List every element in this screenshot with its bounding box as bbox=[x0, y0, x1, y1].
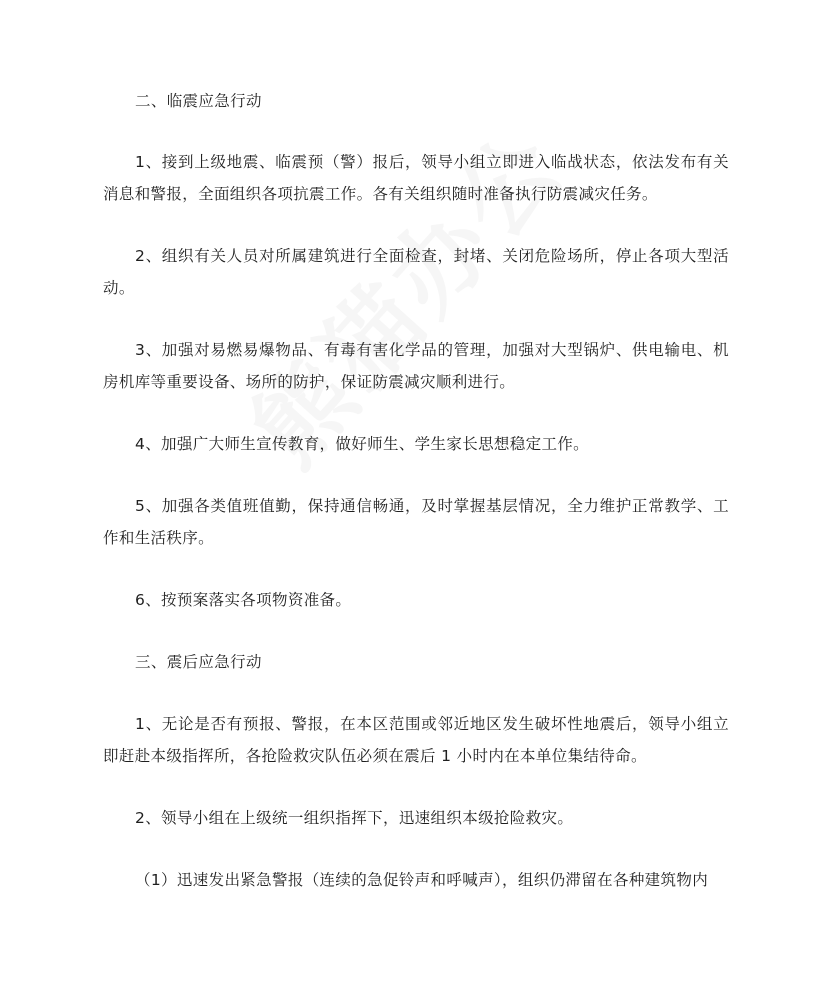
paragraph-3-1: 1、无论是否有预报、警报，在本区范围或邻近地区发生破坏性地震后，领导小组立即赶赴本级指挥所，各抢险救灾队伍必须在震后 1 小时内在本单位集结待命。 bbox=[103, 715, 729, 765]
paragraph-2-2: 2、组织有关人员对所属建筑进行全面检查，封堵、关闭危险场所，停止各项大型活动。 bbox=[103, 247, 729, 297]
paragraph-3-3: （1）迅速发出紧急警报（连续的急促铃声和呼喊声），组织仍滞留在各种建筑物内 bbox=[135, 871, 709, 889]
paragraph-2-6: 6、按预案落实各项物资准备。 bbox=[135, 591, 352, 609]
section-heading-2: 二、临震应急行动 bbox=[135, 92, 262, 110]
paragraph-2-4: 4、加强广大师生宣传教育，做好师生、学生家长思想稳定工作。 bbox=[135, 435, 590, 453]
paragraph-3-2: 2、领导小组在上级统一组织指挥下，迅速组织本级抢险救灾。 bbox=[135, 809, 574, 827]
paragraph-2-1: 1、接到上级地震、临震预（警）报后，领导小组立即进入临战状态，依法发布有关消息和警报，全面组织各项抗震工作。各有关组织随时准备执行防震减灾任务。 bbox=[103, 153, 729, 203]
paragraph-2-5: 5、加强各类值班值勤，保持通信畅通，及时掌握基层情况，全力维护正常教学、工作和生活秩序。 bbox=[103, 497, 729, 547]
paragraph-2-3: 3、加强对易燃易爆物品、有毒有害化学品的管理，加强对大型锅炉、供电输电、机房机库等重要设备、场所的防护，保证防震减灾顺利进行。 bbox=[103, 341, 729, 391]
section-heading-3: 三、震后应急行动 bbox=[135, 653, 262, 671]
